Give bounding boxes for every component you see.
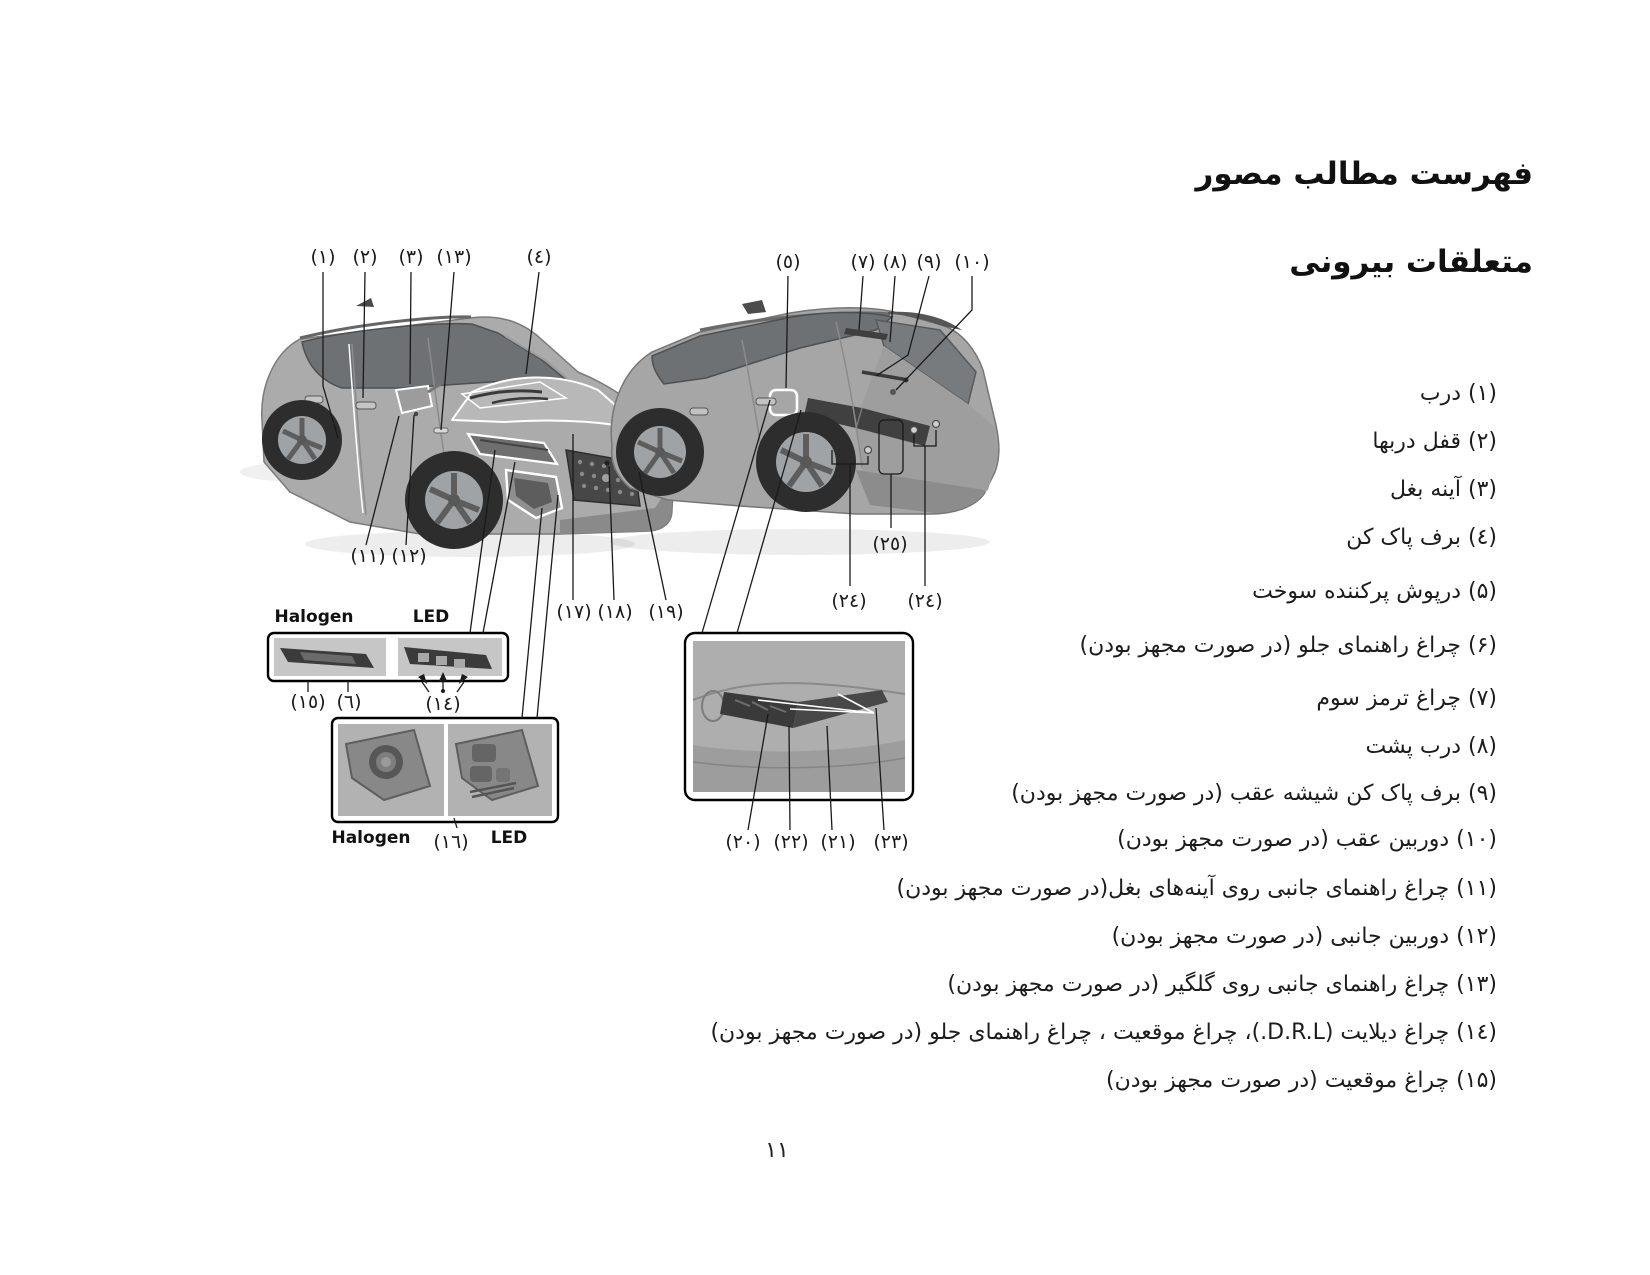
callout-23: (٢٣)	[873, 831, 909, 853]
fog-led-label: LED	[490, 828, 528, 848]
list-item-4: (٤) برف پاک کن	[1346, 525, 1497, 550]
section-title: متعلقات بیرونی	[1289, 244, 1533, 280]
page-number: ۱۱	[765, 1138, 789, 1163]
callout-16: (١٦)	[433, 831, 469, 853]
callout-8: (٨)	[882, 251, 908, 273]
car2-rear-wheel	[756, 412, 856, 512]
callout-3: (٣)	[398, 246, 424, 268]
callout-18: (١٨)	[597, 601, 633, 623]
callout-24-left: (٢٤)	[831, 590, 867, 612]
callout-13: (١٣)	[436, 246, 472, 268]
list-item-14: (۱٤) چراغ دیلایت (D.R.L.)، چراغ موقعیت ، چراغ راهنمای جلو (در صورت مجهز بودن)	[710, 1020, 1497, 1045]
callout-10: (١٠)	[954, 251, 990, 273]
callout-11: (١١)	[350, 545, 386, 567]
list-item-11: (۱۱) چراغ راهنمای جانبی روی آینه‌های بغل(در صورت مجهز بودن)	[896, 876, 1497, 901]
callout-20: (٢٠)	[725, 831, 761, 853]
headlight-halogen-label: Halogen	[274, 607, 354, 627]
list-item-13: (۱۳) چراغ راهنمای جانبی روی گلگیر (در صورت مجهز بودن)	[947, 972, 1497, 997]
list-item-12: (۱۲) دوربین جانبی (در صورت مجهز بودن)	[1111, 924, 1497, 949]
list-item-8: (۸) درب پشت	[1365, 734, 1497, 759]
fog-lamp-inset	[332, 718, 558, 822]
list-item-2: (۲) قفل دربها	[1372, 429, 1497, 454]
list-item-15: (۱۵) چراغ موقعیت (در صورت مجهز بودن)	[1106, 1068, 1497, 1093]
rear-lamp-inset	[685, 633, 913, 800]
callout-14: (١٤)	[425, 693, 461, 715]
callout-6: (٦)	[336, 691, 362, 713]
callout-17: (١٧)	[556, 601, 592, 623]
list-item-1: (۱) درب	[1419, 381, 1497, 406]
list-item-7: (۷) چراغ ترمز سوم	[1316, 686, 1497, 711]
callout-2: (٢)	[352, 246, 378, 268]
car2-front-wheel	[616, 408, 704, 496]
car-front-view-illustration	[240, 298, 673, 557]
callout-25: (٢٥)	[872, 533, 908, 555]
callout-24-right: (٢٤)	[907, 590, 943, 612]
callout-5: (٥)	[775, 251, 801, 273]
callout-4: (٤)	[526, 246, 552, 268]
headlight-led-label: LED	[412, 607, 450, 627]
callout-22: (٢٢)	[773, 831, 809, 853]
list-item-5: (۵) درپوش پرکننده سوخت	[1252, 579, 1497, 604]
callout-1: (١)	[310, 246, 336, 268]
callout-7: (٧)	[850, 251, 876, 273]
fog-halogen-label: Halogen	[331, 828, 411, 848]
list-item-3: (۳) آینه بغل	[1389, 477, 1497, 502]
headlight-inset	[268, 633, 508, 681]
list-item-10: (۱۰) دوربین عقب (در صورت مجهز بودن)	[1117, 827, 1497, 852]
callout-19: (١٩)	[648, 601, 684, 623]
callout-12: (١٢)	[391, 545, 427, 567]
list-item-6: (۶) چراغ راهنمای جلو (در صورت مجهز بودن)	[1079, 633, 1497, 658]
page-title: فهرست مطالب مصور	[1195, 156, 1533, 192]
callout-21: (٢١)	[820, 831, 856, 853]
callout-9: (٩)	[916, 251, 942, 273]
list-item-9: (۹) برف پاک کن شیشه عقب (در صورت مجهز بودن)	[1011, 781, 1497, 806]
callout-15: (١٥)	[290, 691, 326, 713]
